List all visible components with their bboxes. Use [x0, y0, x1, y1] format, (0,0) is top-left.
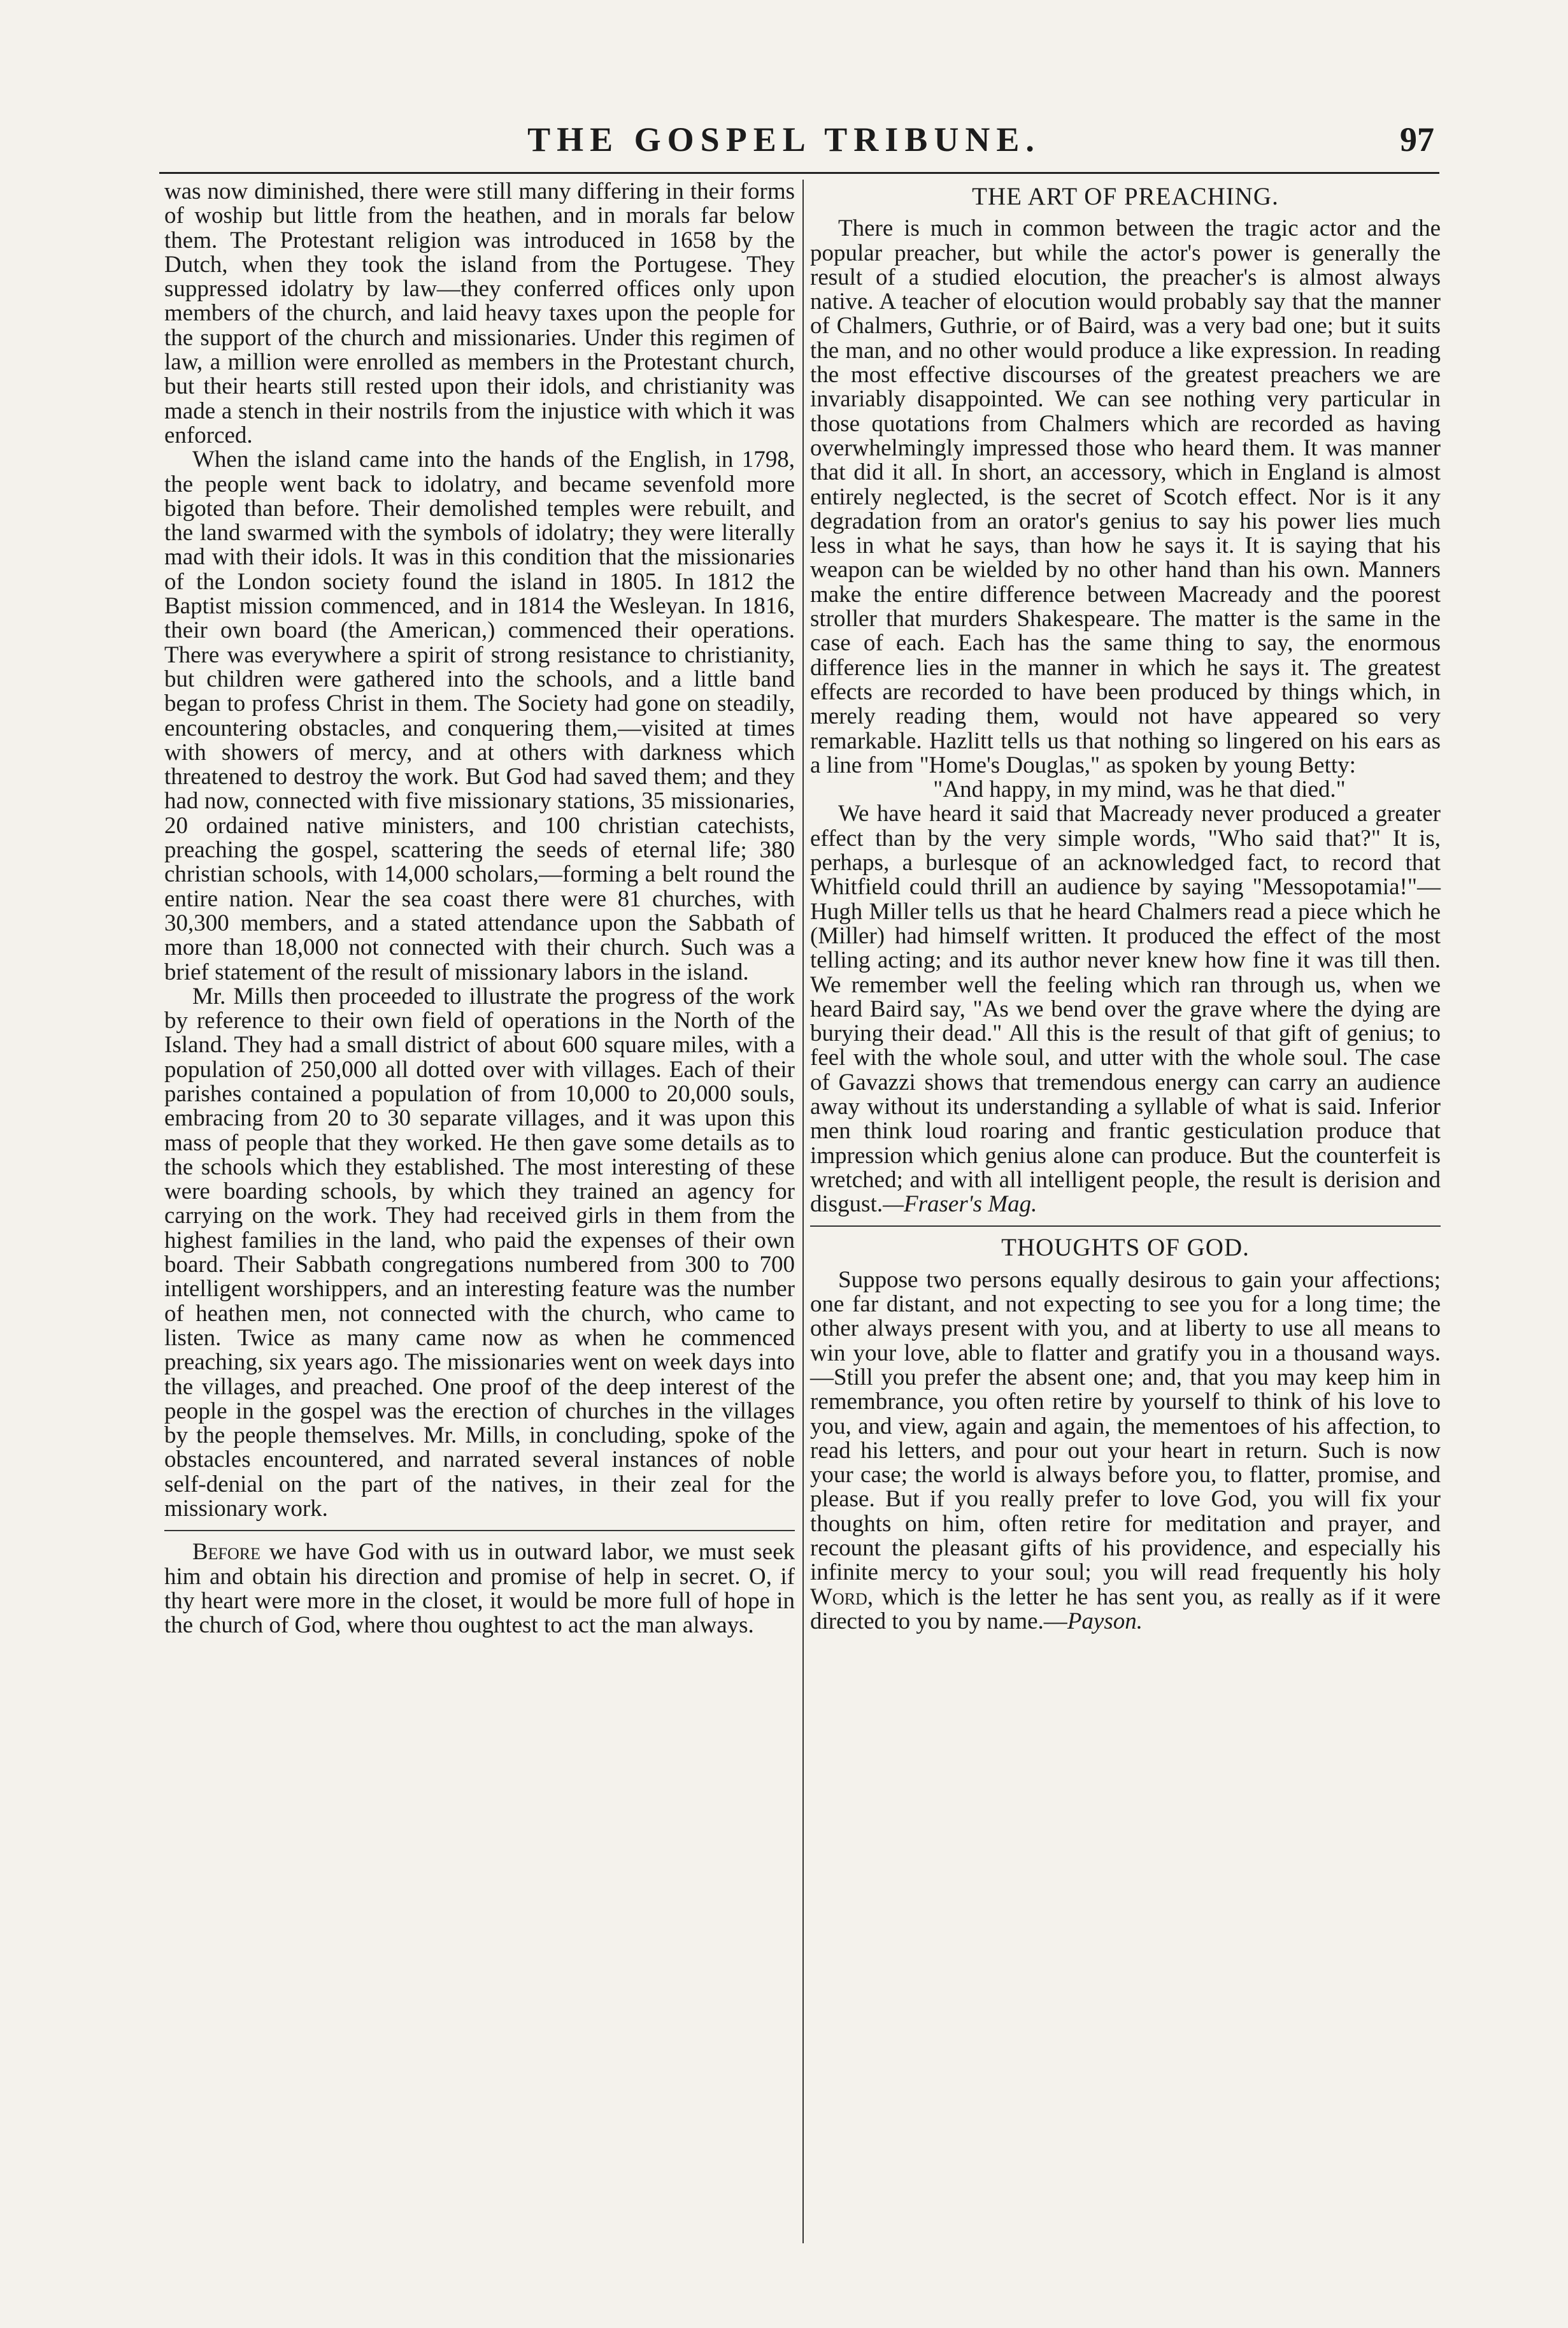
art-attribution: —Fraser's Mag.: [883, 1191, 1037, 1218]
section-divider-left: [164, 1530, 795, 1531]
publication-title: THE GOSPEL TRIBUNE.: [527, 120, 1041, 159]
page-header: [0, 115, 1568, 172]
thoughts-author: Payson.: [1067, 1608, 1143, 1634]
thoughts-word: Word: [810, 1583, 867, 1610]
thoughts-text-a: Suppose two persons equally desirous to gain your affections; one far distant, and not expecting to see you for a long time; the other always present with you, and at liberty to use all means to win your love, able to flatter and gratify you in a thousand ways.—Still you prefer the absent one; and, that you may keep him in remembrance, you often retire by yourself to think of his love to you, and view, again and again, the mementoes of his affection, to read his letters, and pour out your heart in return. Such is now your case; the world is always before you, to flatter, promise, and please. But if you really prefer to love God, you will fix your thoughts on him, often retire for meditation and prayer, and recount the pleasant gifts of his providence, and especially his infinite mercy to your soul; you will read frequently his holy: [810, 1266, 1441, 1586]
left-column: [164, 180, 795, 1638]
art-of-preaching-heading: THE ART OF PREACHING.: [972, 183, 1279, 210]
page-number: 97: [1400, 120, 1434, 159]
art-paragraph-1: There is much in common between the tragic actor and the popular preacher, but while the actor's power is generally the result of a studied elocution, the preacher's is almost always native. A teacher of elocution would probably say that the manner of Chalmers, Guthrie, or of Baird, was a very bad one; but it suits the man, and no other would produce a like expression. In reading the most effective discourses of the greatest preachers we are invariably disappointed. We can see nothing very particular in those quotations from Chalmers which are recorded as having overwhelmingly impressed those who heard them. It was manner that did it all. In short, an accessory, which in England is almost entirely neglected, is the secret of Scotch effect. Nor is it any degradation from an orator's genius to say his power lies much less in what he says, than how he says it. It is saying that his weapon can be wielded by no other hand than his own. Manners make the entire difference between Macready and the poorest stroller that murders Shakespeare. The matter is the same in the case of each. Each has the same thing to say, the enormous difference lies in the manner in which he says it. The greatest effects are recorded to have been produced by things which, in merely reading them, would not have appeared so very remarkable. Hazlitt tells us that nothing so lingered on his ears as a line from "Home's Douglas," as spoken by young Betty:: [810, 215, 1441, 778]
thoughts-text-b: , which is the letter he has sent you, as really as if it were directed to you by name.—: [810, 1583, 1441, 1634]
art-paragraph-2: [810, 802, 1441, 1217]
missions-paragraph-3: Mr. Mills then proceeded to illustrate the progress of the work by reference to their own field of operations in the North of the Island. They had a small district of about 600 square miles, with a population of 250,000 all dotted over with villages. Each of their parishes contained a population of from 10,000 to 20,000 souls, embracing from 20 to 30 separate villages, and it was upon this mass of people that they worked. He then gave some details as to the schools which they established. The most interesting of these were boarding schools, by which they trained an agency for carrying on the work. They had received girls in them from the highest families in the land, who paid the expenses of their own board. Their Sabbath congregations numbered from 300 to 700 intelligent worshippers, and an interesting feature was the number of heathen men, not connected with the church, who came to listen. Twice as many came now as when he commenced preaching, six years ago. The missionaries went on week days into the villages, and preached. One proof of the deep interest of the people in the gospel was the erection of churches in the villages by the people themselves. Mr. Mills, in concluding, spoke of the obstacles encountered, and narrated several instances of noble self-denial on the part of the natives, in their zeal for the missionary work.: [164, 983, 795, 1522]
thoughts-of-god-heading: THOUGHTS OF GOD.: [1001, 1234, 1250, 1262]
thoughts-paragraph: [810, 1268, 1441, 1634]
missions-paragraph-2: When the island came into the hands of the English, in 1798, the people went back to idolatry, and became sevenfold more bigoted than before. Their demolished temples were rebuilt, and the land swarmed with the symbols of idolatry; they were literally mad with their idols. It was in this condition that the missionaries of the London society found the island in 1805. In 1812 the Baptist mission commenced, and in 1814 the Wesleyan. In 1816, their own board (the American,) commenced their operations. There was everywhere a spirit of strong resistance to christianity, but children were gathered into the schools, and a little band began to profess Christ in them. The Society had gone on steadily, encountering obstacles, and conquering them,—visited at times with showers of mercy, and at others with darkness which threatened to destroy the work. But God had saved them; and they had now, connected with five missionary stations, 35 missionaries, 20 ordained native ministers, and 100 christian catechists, preaching the gospel, scattering the seeds of eternal life; 380 christian schools, with 14,000 scholars,—forming a belt round the entire nation. Near the sea coast there were 81 churches, with 30,300 members, and a stated attendance upon the Sabbath of more than 18,000 not connected with their church. Such was a brief statement of the result of missionary labors in the island.: [164, 446, 795, 985]
column-divider: [802, 180, 804, 2243]
header-rule: [159, 172, 1439, 174]
closing-lead-word: Before: [192, 1539, 261, 1566]
section-divider-right: [810, 1225, 1441, 1227]
closing-paragraph: [164, 1540, 795, 1638]
art-quote: "And happy, in my mind, was he that died.": [933, 776, 1346, 803]
closing-text: we have God with us in outward labor, we must seek him and obtain his direction and promise of help in secret. O, if thy heart were more in the closet, it would be more full of hope in the church of God, where thou oughtest to act the man always.: [164, 1539, 795, 1639]
right-column: [810, 180, 1441, 1634]
missions-paragraph-1: was now diminished, there were still many differing in their forms of woship but little from the heathen, and in morals far below them. The Protestant religion was introduced in 1658 by the Dutch, when they took the island from the Portugese. They suppressed idolatry by law—they conferred offices only upon members of the church, and laid heavy taxes upon the people for the support of the church and missionaries. Under this regimen of law, a million were enrolled as members in the Protestant church, but their hearts still rested upon their idols, and christianity was made a stench in their nostrils from the injustice with which it was enforced.: [164, 178, 795, 448]
art-paragraph-2-text: We have heard it said that Macready never produced a greater effect than by the very simple words, "Who said that?" It is, perhaps, a burlesque of an acknowledged fact, to record that Whitfield could thrill an audience by saying "Messopotamia!"—Hugh Miller tells us that he heard Chalmers read a piece which he (Miller) had himself written. It produced the effect of the most telling acting; and its author never knew how fine it was till then. We remember well the feeling which ran through us, when we heard Baird say, "As we bend over the grave where the dying are burying their dead." All this is the result of that gift of genius; to feel with the whole soul, and utter with the whole soul. The case of Gavazzi shows that tremendous energy can carry an audience away without its understanding a syllable of what is said. Inferior men think loud roaring and frantic gesticulation produce that impression which genius alone can produce. But the counterfeit is wretched; and with all intelligent people, the result is derision and disgust.: [810, 801, 1441, 1218]
